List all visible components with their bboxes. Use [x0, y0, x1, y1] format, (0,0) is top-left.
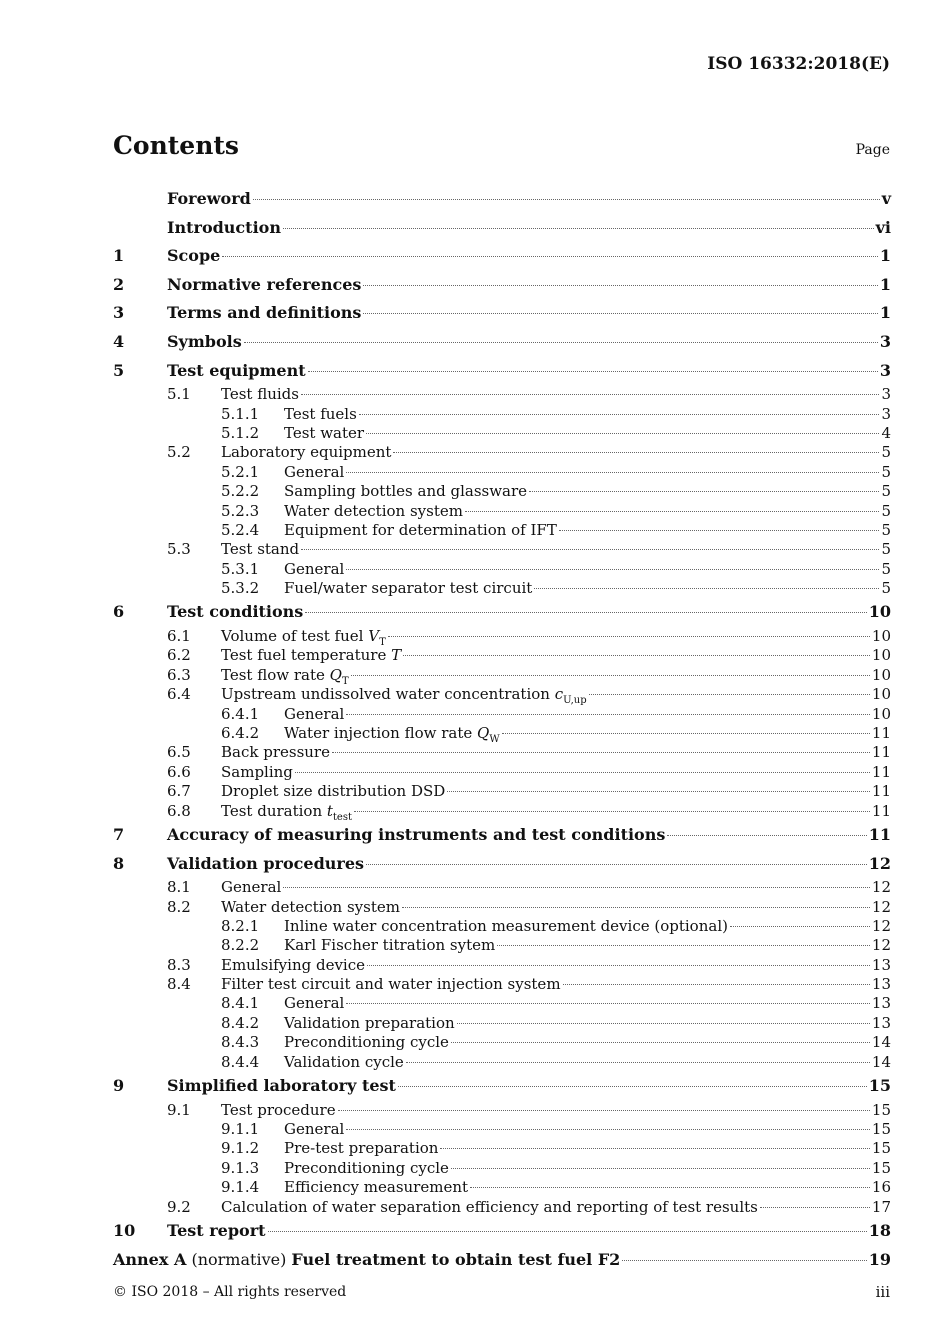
- dot-leader: [268, 1231, 867, 1232]
- toc-entry-number: 9.1.1: [221, 1120, 260, 1139]
- toc-entry-number: 8.2: [167, 897, 191, 916]
- table-of-contents: [113, 185, 891, 1274]
- toc-entry-number: 9.1.4: [221, 1178, 260, 1197]
- toc-entry[interactable]: [113, 627, 891, 649]
- dot-leader: [354, 811, 870, 812]
- toc-entry-number: 1: [113, 246, 125, 266]
- toc-entry-page: 10: [871, 665, 891, 684]
- toc-entry-title: General: [221, 878, 282, 897]
- toc-entry[interactable]: [113, 540, 891, 559]
- toc-entry-number: 2: [113, 274, 125, 294]
- dot-leader: [451, 1042, 870, 1043]
- dot-leader: [457, 1023, 870, 1024]
- toc-entry[interactable]: [113, 560, 891, 579]
- toc-entry-title: Test equipment: [167, 360, 306, 380]
- dot-leader: [295, 772, 870, 773]
- toc-entry-page: 11: [871, 743, 891, 762]
- toc-entry-title: Calculation of water separation efficiency and reporting of test results: [221, 1197, 758, 1216]
- toc-entry-title: General: [284, 704, 345, 723]
- toc-entry[interactable]: [113, 1198, 891, 1217]
- toc-entry-page: 5: [881, 501, 891, 520]
- toc-entry-number: 5.2: [167, 443, 191, 462]
- toc-entry-number: 5.3.1: [221, 559, 260, 578]
- toc-entry-title: Droplet size distribution DSD: [221, 782, 446, 801]
- toc-entry[interactable]: [113, 1217, 891, 1246]
- symbol-variable: T: [391, 646, 402, 665]
- toc-entry-number: 8.4.1: [221, 994, 260, 1013]
- contents-title: Contents: [113, 131, 240, 160]
- toc-entry-title: Accuracy of measuring instruments and test conditions: [167, 824, 666, 844]
- dot-leader: [730, 926, 870, 927]
- dot-leader: [283, 228, 874, 229]
- toc-entry[interactable]: [113, 1033, 891, 1052]
- dot-leader: [403, 655, 870, 656]
- toc-entry[interactable]: [113, 443, 891, 462]
- toc-entry-number: 8.3: [167, 955, 191, 974]
- dot-leader: [283, 887, 870, 888]
- toc-entry-number: 6.2: [167, 646, 191, 665]
- annex-title: Fuel treatment to obtain test fuel F2: [291, 1249, 621, 1269]
- dot-leader: [253, 199, 880, 200]
- toc-entry-number: 9.1: [167, 1100, 191, 1119]
- dot-leader: [667, 835, 866, 836]
- dot-leader: [589, 694, 870, 695]
- dot-leader: [301, 549, 879, 550]
- dot-leader: [502, 733, 870, 734]
- toc-entry-number: 9.1.2: [221, 1139, 260, 1158]
- page-column-label: Page: [855, 142, 890, 158]
- toc-entry-page: 11: [871, 724, 891, 742]
- toc-entry[interactable]: [113, 850, 891, 879]
- toc-entry-page: 10: [871, 685, 891, 704]
- dot-leader: [346, 714, 870, 715]
- document-id: ISO 16332:2018(E): [707, 54, 890, 74]
- toc-entry-page: 5: [881, 443, 891, 462]
- toc-entry-number: 8.2.1: [221, 916, 260, 935]
- toc-entry-title: Introduction: [167, 217, 281, 237]
- toc-entry[interactable]: [113, 185, 891, 214]
- toc-entry-title: Normative references: [167, 274, 362, 294]
- toc-entry[interactable]: [113, 385, 891, 404]
- annex-normative: (normative): [186, 1249, 292, 1269]
- toc-entry-title: Upstream undissolved water concentration $c_{U,up}$: [221, 685, 587, 707]
- toc-entry-number: 5.3.2: [221, 579, 260, 598]
- toc-entry-title: Test water: [284, 423, 365, 442]
- toc-entry[interactable]: [113, 1139, 891, 1158]
- toc-entry-title: Test fluids: [221, 385, 299, 404]
- toc-entry-title: Scope: [167, 246, 221, 266]
- toc-entry[interactable]: [113, 502, 891, 521]
- toc-entry-title: Inline water concentration measurement device (optional): [284, 916, 728, 935]
- dot-leader: [346, 1003, 870, 1004]
- toc-entry[interactable]: [113, 994, 891, 1013]
- toc-entry[interactable]: [113, 1159, 891, 1178]
- toc-entry-title: General: [284, 1120, 345, 1139]
- symbol-subscript: W: [489, 734, 500, 745]
- toc-entry-page: vi: [875, 217, 891, 237]
- dot-leader: [465, 511, 879, 512]
- toc-entry-number: 3: [113, 303, 125, 323]
- toc-entry-page: 10: [871, 646, 891, 665]
- toc-entry[interactable]: [113, 579, 891, 598]
- toc-entry-number: 5.2.3: [221, 501, 260, 520]
- toc-entry-title: Volume of test fuel $V_T$: [221, 627, 386, 649]
- dot-leader: [346, 569, 879, 570]
- dot-leader: [346, 472, 879, 473]
- toc-entry-title: Test flow rate $Q_T$: [221, 665, 349, 687]
- toc-entry[interactable]: [113, 424, 891, 443]
- toc-entry-number: 9.1.3: [221, 1158, 260, 1177]
- toc-entry-title: Symbols: [167, 331, 242, 351]
- toc-entry[interactable]: [113, 1178, 891, 1197]
- toc-entry-page: 3: [879, 331, 891, 351]
- dot-leader: [359, 414, 880, 415]
- toc-entry-number: 8.2.2: [221, 936, 260, 955]
- toc-entry-title: Test conditions: [167, 602, 304, 622]
- toc-entry-page: 3: [881, 404, 891, 423]
- toc-entry-title: Validation procedures: [167, 853, 365, 873]
- toc-entry-number: 7: [113, 824, 125, 844]
- toc-entry-title: Validation cycle: [284, 1052, 404, 1071]
- toc-entry-page: 18: [868, 1220, 891, 1240]
- toc-entry-page: 1: [879, 303, 891, 323]
- toc-entry-page: 10: [871, 627, 891, 646]
- symbol-variable: t: [326, 801, 333, 820]
- toc-entry-number: 6.4.1: [221, 704, 260, 723]
- toc-entry-page: 15: [868, 1076, 891, 1096]
- toc-entry[interactable]: [113, 1053, 891, 1072]
- dot-leader: [451, 1168, 870, 1169]
- toc-entry-number: 5.1: [167, 385, 191, 404]
- dot-leader: [305, 612, 866, 613]
- toc-entry-number: 6.7: [167, 782, 191, 801]
- toc-entry-page: 5: [881, 579, 891, 598]
- toc-entry-number: 6.1: [167, 627, 191, 646]
- toc-entry-title: Foreword: [167, 189, 251, 208]
- toc-entry[interactable]: [113, 821, 891, 850]
- toc-entry-number: 6: [113, 602, 125, 622]
- toc-entry-page: 12: [871, 916, 891, 935]
- dot-leader: [393, 452, 879, 453]
- toc-entry[interactable]: [113, 328, 891, 357]
- toc-entry-page: 12: [868, 853, 891, 873]
- toc-entry-number: 5: [113, 360, 125, 380]
- toc-entry[interactable]: [113, 242, 891, 271]
- toc-entry-title: [113, 1250, 620, 1269]
- toc-entry[interactable]: [113, 405, 891, 424]
- toc-entry[interactable]: [113, 646, 891, 665]
- dot-leader: [332, 752, 870, 753]
- toc-entry-title: Test duration $t_{test}$: [221, 801, 352, 823]
- toc-entry-title: Emulsifying device: [221, 955, 366, 974]
- dot-leader: [529, 491, 879, 492]
- toc-entry-page: 5: [881, 559, 891, 578]
- toc-entry-number: 8.1: [167, 878, 191, 897]
- symbol-subscript: test: [332, 811, 352, 823]
- toc-entry-number: 8.4: [167, 975, 191, 994]
- dot-leader: [534, 588, 879, 589]
- toc-entry-page: 15: [871, 1120, 891, 1139]
- copyright-notice: © ISO 2018 – All rights reserved: [113, 1284, 347, 1300]
- dot-leader: [367, 965, 870, 966]
- toc-entry[interactable]: [113, 802, 891, 821]
- toc-entry-page: 4: [881, 423, 891, 442]
- dot-leader: [398, 1086, 867, 1087]
- toc-entry-page: 14: [871, 1052, 891, 1071]
- toc-entry-title: Efficiency measurement: [284, 1178, 469, 1197]
- toc-entry-page: 15: [871, 1158, 891, 1177]
- toc-entry[interactable]: [113, 743, 891, 762]
- toc-entry-title: Karl Fischer titration sytem: [284, 936, 496, 955]
- dot-leader: [346, 1129, 870, 1130]
- toc-entry-page: 12: [871, 897, 891, 916]
- toc-entry[interactable]: [113, 1120, 891, 1139]
- dot-leader: [559, 530, 880, 531]
- toc-entry[interactable]: [113, 271, 891, 300]
- toc-entry[interactable]: [113, 685, 891, 707]
- toc-entry-page: 13: [871, 955, 891, 974]
- toc-entry-number: 9: [113, 1076, 125, 1096]
- toc-entry[interactable]: [113, 1072, 891, 1101]
- symbol-variable: V: [368, 627, 380, 646]
- toc-entry-title: Sampling: [221, 762, 293, 781]
- toc-entry-page: 19: [868, 1249, 891, 1269]
- toc-entry-title: Test stand: [221, 540, 300, 559]
- dot-leader: [497, 945, 870, 946]
- toc-entry[interactable]: [113, 1101, 891, 1120]
- toc-entry-number: 8: [113, 853, 125, 873]
- toc-entry-title: Water detection system: [284, 501, 463, 520]
- toc-entry-title: Water injection flow rate $Q_W$: [284, 724, 500, 745]
- toc-entry[interactable]: [113, 598, 891, 627]
- dot-leader: [301, 394, 879, 395]
- page-number: iii: [875, 1283, 890, 1301]
- toc-entry[interactable]: [113, 482, 891, 501]
- symbol-variable: Q: [477, 724, 490, 742]
- toc-entry-page: 5: [881, 482, 891, 501]
- dot-leader: [366, 864, 867, 865]
- dot-leader: [244, 342, 878, 343]
- toc-entry-title: Test fuels: [284, 404, 357, 423]
- toc-entry-number: 6.4: [167, 685, 191, 704]
- symbol-variable: c: [554, 685, 564, 704]
- symbol-subscript: T: [341, 675, 349, 687]
- toc-entry-title: Simplified laboratory test: [167, 1076, 396, 1096]
- toc-entry-number: 6.4.2: [221, 724, 260, 742]
- toc-entry-number: 5.2.1: [221, 462, 260, 481]
- toc-entry-title: Laboratory equipment: [221, 443, 392, 462]
- dot-leader: [338, 1110, 870, 1111]
- toc-entry-page: 5: [881, 462, 891, 481]
- toc-entry-number: 6.8: [167, 801, 191, 820]
- toc-entry-page: 13: [871, 1013, 891, 1032]
- toc-entry-page: 13: [871, 994, 891, 1013]
- toc-entry-number: 8.4.4: [221, 1052, 260, 1071]
- toc-entry-number: 6.3: [167, 665, 191, 684]
- toc-entry-page: 3: [879, 360, 891, 380]
- toc-entry[interactable]: [113, 724, 891, 743]
- toc-entry-page: 14: [871, 1033, 891, 1052]
- toc-entry-title: Fuel/water separator test circuit: [284, 579, 533, 598]
- toc-entry[interactable]: [113, 898, 891, 917]
- toc-entry[interactable]: [113, 463, 891, 482]
- dot-leader: [622, 1260, 866, 1261]
- toc-entry-number: 9.2: [167, 1197, 191, 1216]
- toc-entry[interactable]: [113, 666, 891, 685]
- toc-entry-number: 8.4.3: [221, 1033, 260, 1052]
- toc-entry-number: 4: [113, 331, 125, 351]
- toc-entry-number: 6.5: [167, 743, 191, 762]
- toc-entry-number: 5.1.1: [221, 404, 260, 423]
- toc-entry-page: 1: [879, 246, 891, 266]
- dot-leader: [308, 371, 878, 372]
- toc-entry-number: 6.6: [167, 762, 191, 781]
- toc-entry-title: Preconditioning cycle: [284, 1033, 449, 1052]
- toc-entry-title: Equipment for determination of IFT: [284, 520, 557, 539]
- toc-entry[interactable]: [113, 917, 891, 936]
- toc-entry-number: 8.4.2: [221, 1013, 260, 1032]
- toc-entry-page: v: [881, 189, 891, 208]
- toc-entry[interactable]: [113, 975, 891, 994]
- toc-entry[interactable]: [113, 936, 891, 955]
- toc-entry-page: 11: [871, 801, 891, 820]
- toc-entry-title: Terms and definitions: [167, 303, 362, 323]
- symbol-subscript: U,up: [563, 695, 587, 707]
- toc-entry-title: Back pressure: [221, 743, 330, 762]
- toc-entry-page: 1: [879, 274, 891, 294]
- dot-leader: [563, 984, 870, 985]
- toc-entry-page: 5: [881, 540, 891, 559]
- toc-entry-number: 5.3: [167, 540, 191, 559]
- toc-entry-page: 15: [871, 1100, 891, 1119]
- toc-entry-annex[interactable]: [113, 1246, 891, 1275]
- toc-entry-number: 5.1.2: [221, 423, 260, 442]
- toc-entry-title: Test report: [167, 1220, 266, 1240]
- toc-entry-page: 5: [881, 520, 891, 539]
- symbol-subscript: T: [379, 637, 386, 649]
- dot-leader: [388, 636, 870, 637]
- toc-entry-page: 10: [871, 704, 891, 723]
- dot-leader: [363, 285, 877, 286]
- dot-leader: [406, 1062, 870, 1063]
- toc-entry-title: Test fuel temperature T: [221, 646, 402, 665]
- toc-entry[interactable]: [113, 521, 891, 540]
- dot-leader: [222, 256, 878, 257]
- annex-label: Annex A: [113, 1249, 187, 1269]
- dot-leader: [440, 1148, 869, 1149]
- toc-entry-page: 15: [871, 1139, 891, 1158]
- toc-entry[interactable]: [113, 214, 891, 243]
- toc-entry-page: 12: [871, 878, 891, 897]
- toc-entry-page: 12: [871, 936, 891, 955]
- toc-entry-page: 11: [868, 824, 891, 844]
- symbol-variable: Q: [329, 665, 342, 684]
- toc-entry[interactable]: [113, 357, 891, 386]
- toc-entry-title: General: [284, 994, 345, 1013]
- toc-entry[interactable]: [113, 878, 891, 897]
- dot-leader: [366, 433, 879, 434]
- toc-entry-title: General: [284, 559, 345, 578]
- dot-leader: [447, 791, 870, 792]
- toc-entry[interactable]: [113, 705, 891, 724]
- toc-entry-title: Validation preparation: [284, 1013, 455, 1032]
- toc-entry-title: General: [284, 462, 345, 481]
- toc-entry[interactable]: [113, 782, 891, 801]
- toc-entry-page: 13: [871, 975, 891, 994]
- dot-leader: [363, 313, 877, 314]
- toc-entry-page: 10: [868, 602, 891, 622]
- toc-entry-page: 3: [881, 385, 891, 404]
- toc-entry[interactable]: [113, 1014, 891, 1033]
- toc-entry-page: 11: [871, 762, 891, 781]
- toc-entry[interactable]: [113, 763, 891, 782]
- dot-leader: [351, 675, 870, 676]
- dot-leader: [760, 1207, 870, 1208]
- toc-entry-number: 5.2.4: [221, 520, 260, 539]
- toc-entry-page: 17: [871, 1197, 891, 1216]
- toc-entry-page: 11: [871, 782, 891, 801]
- toc-entry[interactable]: [113, 956, 891, 975]
- toc-entry-title: Test procedure: [221, 1100, 336, 1119]
- toc-entry-title: Pre-test preparation: [284, 1139, 439, 1158]
- toc-entry-number: 10: [113, 1220, 136, 1240]
- toc-entry[interactable]: [113, 299, 891, 328]
- toc-entry-title: Preconditioning cycle: [284, 1158, 449, 1177]
- toc-entry-title: Filter test circuit and water injection system: [221, 975, 561, 994]
- toc-entry-page: 16: [871, 1178, 891, 1197]
- toc-entry-title: Water detection system: [221, 897, 400, 916]
- dot-leader: [470, 1187, 870, 1188]
- toc-entry-title: Sampling bottles and glassware: [284, 482, 528, 501]
- dot-leader: [402, 907, 870, 908]
- toc-entry-number: 5.2.2: [221, 482, 260, 501]
